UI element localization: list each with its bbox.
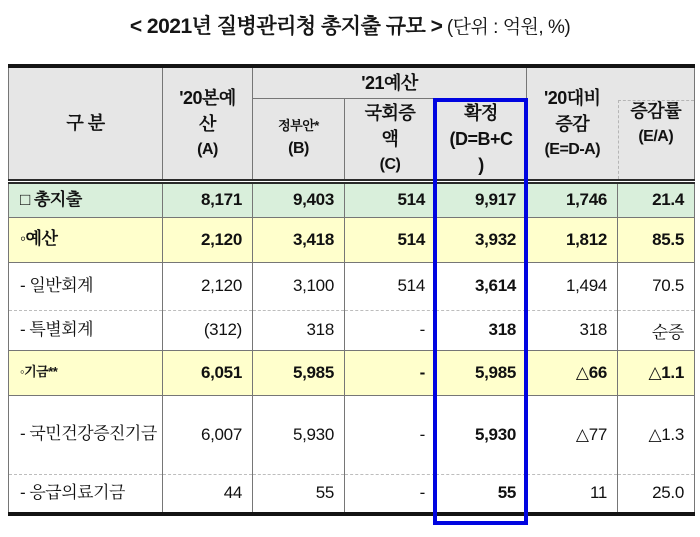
value-change: △77 — [527, 395, 618, 474]
value-budget20: 44 — [163, 474, 253, 514]
value-final: 318 — [436, 310, 527, 350]
header-gov-proposal — [253, 98, 345, 181]
budget-table-wrap — [8, 64, 694, 516]
row-label: - 국민건강증진기금 — [9, 395, 163, 474]
unit-note: (단위 : 억원, %) — [446, 17, 571, 38]
header-change-line2: 증감 — [555, 113, 590, 134]
value-assembly: - — [345, 474, 436, 514]
value-gov: 3,100 — [253, 262, 345, 310]
row-label: - 특별회계 — [9, 310, 163, 350]
value-assembly: 514 — [345, 181, 436, 217]
value-assembly: 514 — [345, 262, 436, 310]
header-assembly-line1: 국회증 — [364, 103, 416, 123]
header-group-21budget-label: '21예산 — [361, 72, 418, 93]
value-final: 3,614 — [436, 262, 527, 310]
header-category — [9, 66, 163, 181]
header-category-label: 구 분 — [66, 113, 105, 134]
value-assembly: - — [345, 350, 436, 395]
header-budget20 — [163, 66, 253, 181]
value-final: 3,932 — [436, 217, 527, 262]
row-label: □ 총지출 — [9, 181, 163, 217]
header-budget20-code: (A) — [197, 140, 218, 158]
value-rate: 순증 — [618, 310, 695, 350]
value-budget20: 8,171 — [163, 181, 253, 217]
value-assembly: - — [345, 395, 436, 474]
row-label: - 응급의료기금 — [9, 474, 163, 514]
table-row-emergency-medical-fund — [9, 474, 695, 514]
header-final-line3: ) — [478, 154, 484, 175]
value-final: 5,930 — [436, 395, 527, 474]
value-rate: 25.0 — [618, 474, 695, 514]
value-change: 1,812 — [527, 217, 618, 262]
value-rate: 85.5 — [618, 217, 695, 262]
value-change: 11 — [527, 474, 618, 514]
value-budget20: 2,120 — [163, 217, 253, 262]
table-row-total-expenditure — [9, 181, 695, 217]
header-gov-proposal-code: (B) — [288, 140, 309, 157]
header-final-line2: (D=B+C — [449, 128, 513, 149]
budget-table — [8, 64, 695, 516]
value-assembly: 514 — [345, 217, 436, 262]
header-rate-code: (E/A) — [638, 127, 674, 145]
value-gov: 9,403 — [253, 181, 345, 217]
table-row-funds — [9, 350, 695, 395]
value-assembly: - — [345, 310, 436, 350]
header-final-line1: 확정 — [464, 102, 498, 123]
header-assembly-code: (C) — [379, 156, 401, 173]
value-budget20: 6,051 — [163, 350, 253, 395]
table-row-general-account — [9, 262, 695, 310]
header-budget20-line1: '20본예 — [179, 87, 236, 108]
value-gov: 5,985 — [253, 350, 345, 395]
value-budget20: 2,120 — [163, 262, 253, 310]
table-row-special-account — [9, 310, 695, 350]
value-gov: 3,418 — [253, 217, 345, 262]
value-rate: △1.1 — [618, 350, 695, 395]
value-change: 318 — [527, 310, 618, 350]
header-group-21budget — [253, 66, 527, 98]
value-change: 1,746 — [527, 181, 618, 217]
value-rate: △1.3 — [618, 395, 695, 474]
value-gov: 55 — [253, 474, 345, 514]
value-rate: 70.5 — [618, 262, 695, 310]
row-label: - 일반회계 — [9, 262, 163, 310]
header-change — [527, 66, 618, 181]
table-row-health-promotion-fund — [9, 395, 695, 474]
value-gov: 5,930 — [253, 395, 345, 474]
value-budget20: 6,007 — [163, 395, 253, 474]
header-change-line1: '20대비 — [543, 87, 601, 108]
header-change-code: (E=D-A) — [544, 140, 601, 158]
table-row-budget — [9, 217, 695, 262]
header-final — [436, 98, 527, 181]
value-final: 55 — [436, 474, 527, 514]
value-final: 9,917 — [436, 181, 527, 217]
value-change: △66 — [527, 350, 618, 395]
header-rate-label: 증감률 — [630, 100, 682, 121]
page-title — [0, 10, 700, 40]
value-gov: 318 — [253, 310, 345, 350]
header-assembly-line2: 액 — [381, 129, 399, 149]
merge-dash-horizontal — [618, 100, 695, 101]
header-budget20-line2: 산 — [199, 113, 216, 134]
table-title: < 2021년 질병관리청 총지출 규모 > — [129, 15, 443, 38]
value-change: 1,494 — [527, 262, 618, 310]
row-label: ◦예산 — [9, 217, 163, 262]
value-final: 5,985 — [436, 350, 527, 395]
header-assembly-increase — [345, 98, 436, 181]
value-rate: 21.4 — [618, 181, 695, 217]
header-row-1 — [9, 66, 695, 98]
value-budget20: (312) — [163, 310, 253, 350]
header-rate — [618, 66, 695, 181]
merge-dash-vertical — [618, 100, 619, 179]
row-label: ◦기금** — [9, 350, 163, 395]
header-gov-proposal-label: 정부안* — [278, 118, 319, 133]
